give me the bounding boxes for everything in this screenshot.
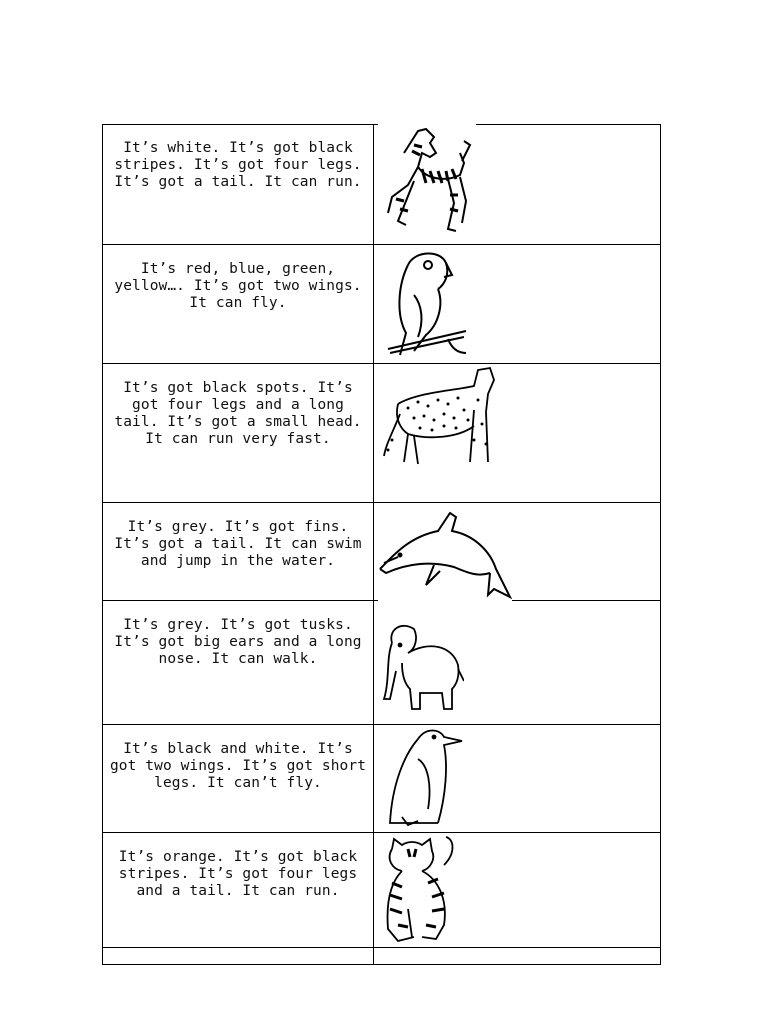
- description-text: It’s grey. It’s got tusks. It’s got big ears and a long nose. It can walk.: [114, 617, 362, 667]
- description-text: It’s got black spots. It’s got four legs and a long tail. It’s got a small head. It can run very fast.: [114, 380, 362, 447]
- description-cell: [102, 833, 374, 947]
- picture-cell: [374, 364, 661, 502]
- description-cell: [102, 725, 374, 832]
- empty-cell: [374, 948, 661, 964]
- zebra-icon: [378, 123, 476, 243]
- picture-cell: [374, 503, 661, 600]
- parrot-icon: [378, 245, 468, 361]
- tiger-icon: [378, 833, 460, 945]
- picture-cell: [374, 124, 661, 244]
- table-row: [102, 601, 661, 725]
- description-text: It’s orange. It’s got black stripes. It’s got four legs and a tail. It can run.: [118, 849, 358, 899]
- picture-cell: [374, 245, 661, 363]
- description-cell: [102, 364, 374, 502]
- picture-cell: [374, 725, 661, 832]
- table-row: [102, 245, 661, 364]
- table-row: [102, 503, 661, 601]
- empty-cell: [102, 948, 374, 964]
- table-row-empty: [102, 948, 661, 965]
- dolphin-icon: [378, 507, 512, 603]
- description-text: It’s black and white. It’s got two wings. It’s got short legs. It can’t fly.: [109, 741, 367, 791]
- picture-cell: [374, 601, 661, 724]
- worksheet-table: [102, 124, 661, 965]
- description-text: It’s grey. It’s got fins. It’s got a tail. It can swim and jump in the water.: [114, 519, 362, 569]
- description-cell: [102, 124, 374, 244]
- table-row: [102, 364, 661, 503]
- description-text: It’s white. It’s got black stripes. It’s got four legs. It’s got a tail. It can run.: [114, 140, 362, 190]
- description-text: It’s red, blue, green, yellow…. It’s got two wings. It can fly.: [114, 261, 362, 311]
- picture-cell: [374, 833, 661, 947]
- table-row: [102, 124, 661, 245]
- description-cell: [102, 601, 374, 724]
- description-cell: [102, 245, 374, 363]
- cheetah-icon: [378, 364, 506, 468]
- elephant-icon: [378, 619, 464, 715]
- table-row: [102, 725, 661, 833]
- table-row: [102, 833, 661, 948]
- penguin-icon: [378, 725, 464, 831]
- description-cell: [102, 503, 374, 600]
